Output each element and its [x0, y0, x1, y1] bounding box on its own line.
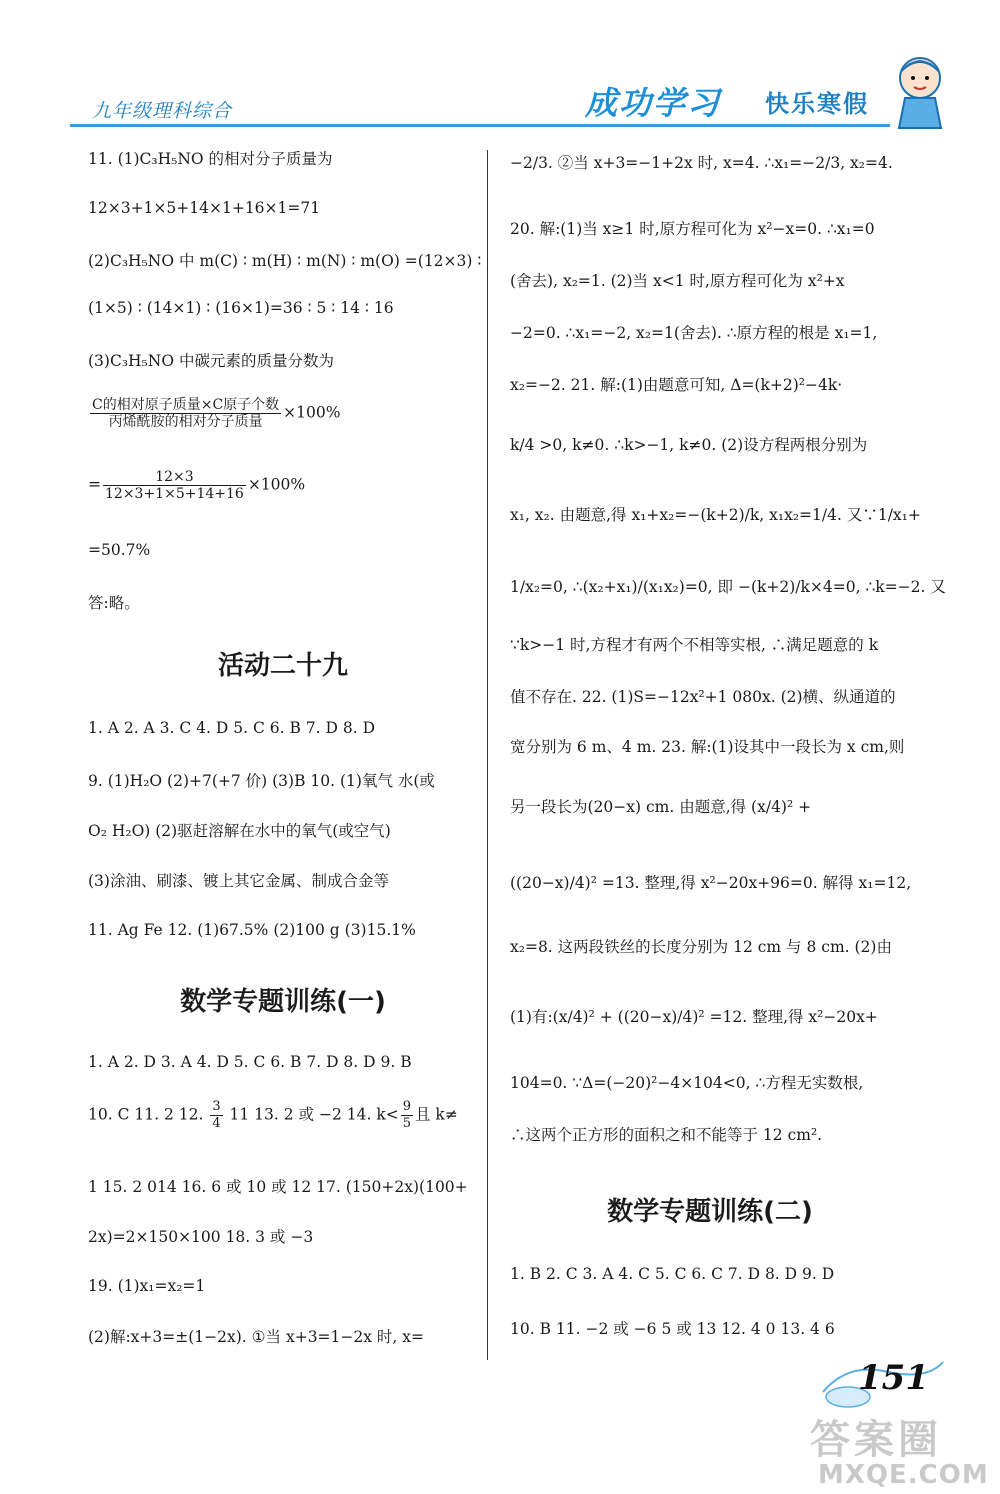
answer-line: 2x)=2×150×100 18. 3 或 −3 — [88, 1228, 314, 1246]
header-rule — [70, 124, 890, 127]
text-line: 20. 解:(1)当 x≥1 时,原方程可化为 x²−x=0. ∴x₁=0 — [510, 220, 875, 238]
text-line: 104=0. ∵Δ=(−20)²−4×104<0, ∴方程无实数根, — [510, 1074, 864, 1092]
text-line: (舍去), x₂=1. (2)当 x<1 时,原方程可化为 x²+x — [510, 272, 845, 290]
text-line: ∵k>−1 时,方程才有两个不相等实根, ∴满足题意的 k — [510, 636, 879, 654]
fraction-numerator: 12×3 — [103, 469, 246, 486]
fraction-denominator: 4 — [212, 1116, 221, 1131]
section-heading: 数学专题训练(二) — [607, 1197, 813, 1227]
text-line: 11. (1)C₃H₅NO 的相对分子质量为 — [88, 150, 333, 168]
answer-text: 10. C 11. 2 12. — [88, 1105, 204, 1124]
answer-text: 且 k≠ — [415, 1105, 458, 1124]
answer-line: O₂ H₂O) (2)驱赶溶解在水中的氧气(或空气) — [88, 822, 391, 840]
text-line: (1×5) ∶ (14×1) ∶ (16×1)=36 ∶ 5 ∶ 14 ∶ 16 — [88, 299, 394, 317]
text-line: 另一段长为(20−x) cm. 由题意,得 (x/4)² + — [510, 798, 812, 816]
column-divider — [487, 150, 488, 1360]
text-line: (3)C₃H₅NO 中碳元素的质量分数为 — [88, 352, 334, 370]
text-line: x₁, x₂. 由题意,得 x₁+x₂=−(k+2)/k, x₁x₂=1/4. 又∵1/x₁+ — [510, 506, 921, 524]
section-heading: 数学专题训练(一) — [180, 987, 386, 1017]
mascot-girl-icon — [885, 50, 955, 130]
answer-line: (3)涂油、刷漆、镀上其它金属、制成合金等 — [88, 872, 389, 890]
text-line: (2)C₃H₅NO 中 m(C) ∶ m(H) ∶ m(N) ∶ m(O) =(12×3) ∶ — [88, 252, 482, 270]
fraction-tail: ×100% — [283, 403, 341, 422]
text-line: 1/x₂=0, ∴(x₂+x₁)/(x₁x₂)=0, 即 −(k+2)/k×4=0, ∴k=−2. 又 — [510, 578, 946, 596]
answer-text: 11 13. 2 或 −2 14. k< — [224, 1105, 399, 1124]
answer-line — [88, 1099, 458, 1132]
text-line: 值不存在. 22. (1)S=−12x²+1 080x. (2)横、纵通道的 — [510, 688, 896, 706]
fraction-tail: ×100% — [247, 475, 306, 494]
watermark-url: MXQE.COM — [818, 1460, 989, 1490]
text-line: −2/3. ②当 x+3=−1+2x 时, x=4. ∴x₁=−2/3, x₂=4. — [510, 154, 893, 172]
answer-line: 1. A 2. D 3. A 4. D 5. C 6. B 7. D 8. D 9. B — [88, 1053, 412, 1071]
text-line: x₂=−2. 21. 解:(1)由题意可知, Δ=(k+2)²−4k· — [510, 376, 843, 394]
book-subject-label: 九年级理科综合 — [92, 100, 233, 122]
answer-line: 9. (1)H₂O (2)+7(+7 价) (3)B 10. (1)氧气 水(或 — [88, 772, 435, 790]
text-line: 12×3+1×5+14×1+16×1=71 — [88, 199, 321, 217]
page-header — [0, 0, 1000, 140]
section-heading: 活动二十九 — [217, 651, 348, 681]
answer-line: 1. A 2. A 3. C 4. D 5. C 6. B 7. D 8. D — [88, 719, 375, 737]
fraction-denominator: 5 — [402, 1116, 411, 1131]
series-subtitle: 快乐寒假 — [765, 90, 869, 118]
fraction-denominator: 丙烯酰胺的相对分子质量 — [108, 414, 263, 430]
text-line: k/4 >0, k≠0. ∴k>−1, k≠0. (2)设方程两根分别为 — [510, 436, 868, 454]
text-line: ∴这两个正方形的面积之和不能等于 12 cm². — [510, 1126, 823, 1144]
watermark — [810, 1408, 989, 1490]
answer-line: 19. (1)x₁=x₂=1 — [88, 1277, 206, 1295]
page-number: 151 — [858, 1358, 929, 1398]
text-line: =50.7% — [88, 541, 151, 559]
text-line: −2=0. ∴x₁=−2, x₂=1(舍去). ∴原方程的根是 x₁=1, — [510, 324, 878, 342]
fraction-numerator: C的相对原子质量×C原子个数 — [92, 397, 280, 413]
text-line: x₂=8. 这两段铁丝的长度分别为 12 cm 与 8 cm. (2)由 — [510, 938, 892, 956]
fraction-numerator: 3 — [212, 1099, 221, 1114]
watermark-logo-text: 答案圈 — [810, 1417, 942, 1463]
text-line: 宽分别为 6 m、4 m. 23. 解:(1)设其中一段长为 x cm,则 — [510, 738, 905, 756]
answer-line: (2)解:x+3=±(1−2x). ①当 x+3=1−2x 时, x= — [88, 1328, 425, 1346]
text-line: 答:略。 — [88, 594, 140, 612]
series-title: 成功学习 — [585, 84, 722, 122]
fraction-numerator: 9 — [402, 1099, 411, 1114]
equals-sign: = — [88, 475, 101, 494]
fraction-denominator: 12×3+1×5+14+16 — [105, 486, 244, 502]
text-line: ((20−x)/4)² =13. 整理,得 x²−20x+96=0. 解得 x₁=12, — [510, 874, 912, 892]
text-line: (1)有:(x/4)² + ((20−x)/4)² =12. 整理,得 x²−20x+ — [510, 1008, 878, 1026]
fraction-expression — [88, 469, 305, 502]
answer-line: 1. B 2. C 3. A 4. C 5. C 6. C 7. D 8. D 9. D — [510, 1265, 835, 1283]
answer-line: 10. B 11. −2 或 −6 5 或 13 12. 4 0 13. 4 6 — [510, 1320, 835, 1338]
answer-line: 11. Ag Fe 12. (1)67.5% (2)100 g (3)15.1% — [88, 921, 416, 939]
answer-line: 1 15. 2 014 16. 6 或 10 或 12 17. (150+2x)(100+ — [88, 1178, 468, 1196]
fraction-expression — [88, 397, 340, 430]
